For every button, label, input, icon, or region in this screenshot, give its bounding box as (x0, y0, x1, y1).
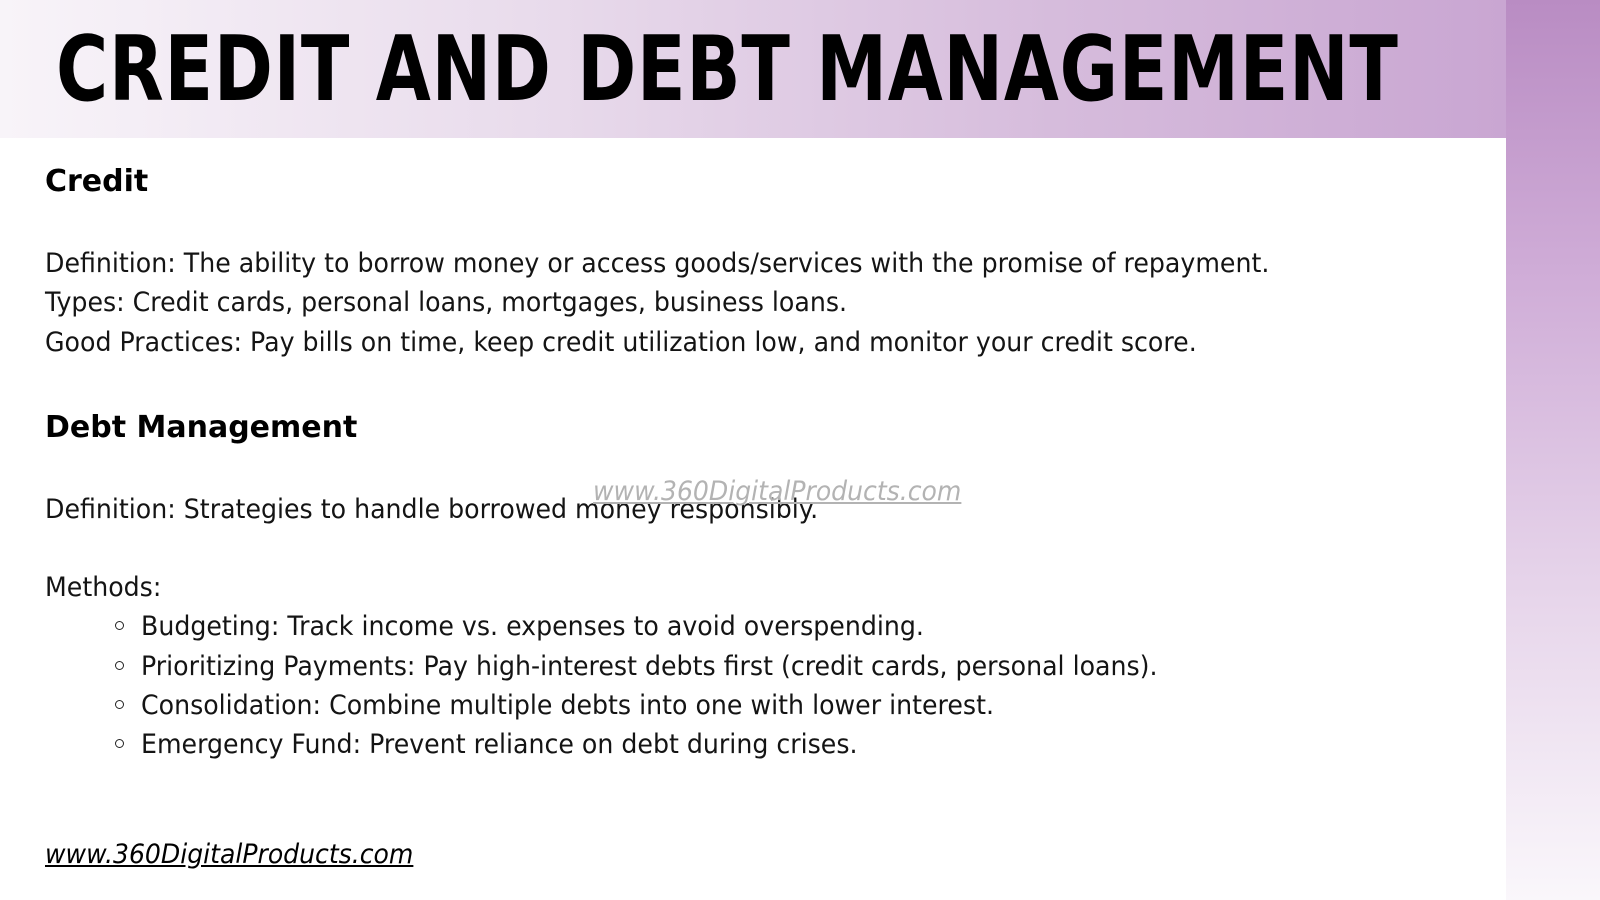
method-emergency-fund: Emergency Fund: Prevent reliance on debt during crises. (141, 729, 858, 761)
list-item (45, 725, 1485, 764)
debt-management-heading: Debt Management (45, 409, 358, 445)
page-title: CREDIT AND DEBT MANAGEMENT (56, 17, 1399, 122)
credit-definition: Definition: The ability to borrow money or access goods/services with the promise of repayment. (45, 248, 1270, 279)
footer-website-link[interactable]: www.360DigitalProducts.com (45, 839, 414, 870)
debt-definition: Definition: Strategies to handle borrowed money responsibly. (45, 493, 819, 525)
list-item (45, 686, 1485, 725)
list-item (45, 607, 1485, 646)
credit-good-practices: Good Practices: Pay bills on time, keep credit utilization low, and monitor your credit score. (45, 326, 1197, 358)
slide-content (45, 160, 1485, 765)
list-item (45, 647, 1485, 686)
side-gradient-strip (1506, 0, 1600, 900)
methods-label: Methods: (45, 572, 162, 604)
methods-list (45, 607, 1485, 764)
credit-heading: Credit (45, 164, 149, 199)
credit-details (45, 244, 1485, 362)
method-budgeting: Budgeting: Track income vs. expenses to avoid overspending. (141, 611, 924, 643)
credit-types: Types: Credit cards, personal loans, mortgages, business loans. (45, 287, 848, 319)
circle-bullet-icon (115, 621, 124, 630)
watermark-link[interactable]: www.360DigitalProducts.com (593, 476, 962, 507)
circle-bullet-icon (115, 739, 124, 748)
circle-bullet-icon (115, 700, 124, 709)
circle-bullet-icon (115, 661, 124, 670)
method-prioritizing-payments: Prioritizing Payments: Pay high-interest debts first (credit cards, personal loans). (141, 650, 1158, 682)
method-consolidation: Consolidation: Combine multiple debts into one with lower interest. (141, 690, 994, 722)
